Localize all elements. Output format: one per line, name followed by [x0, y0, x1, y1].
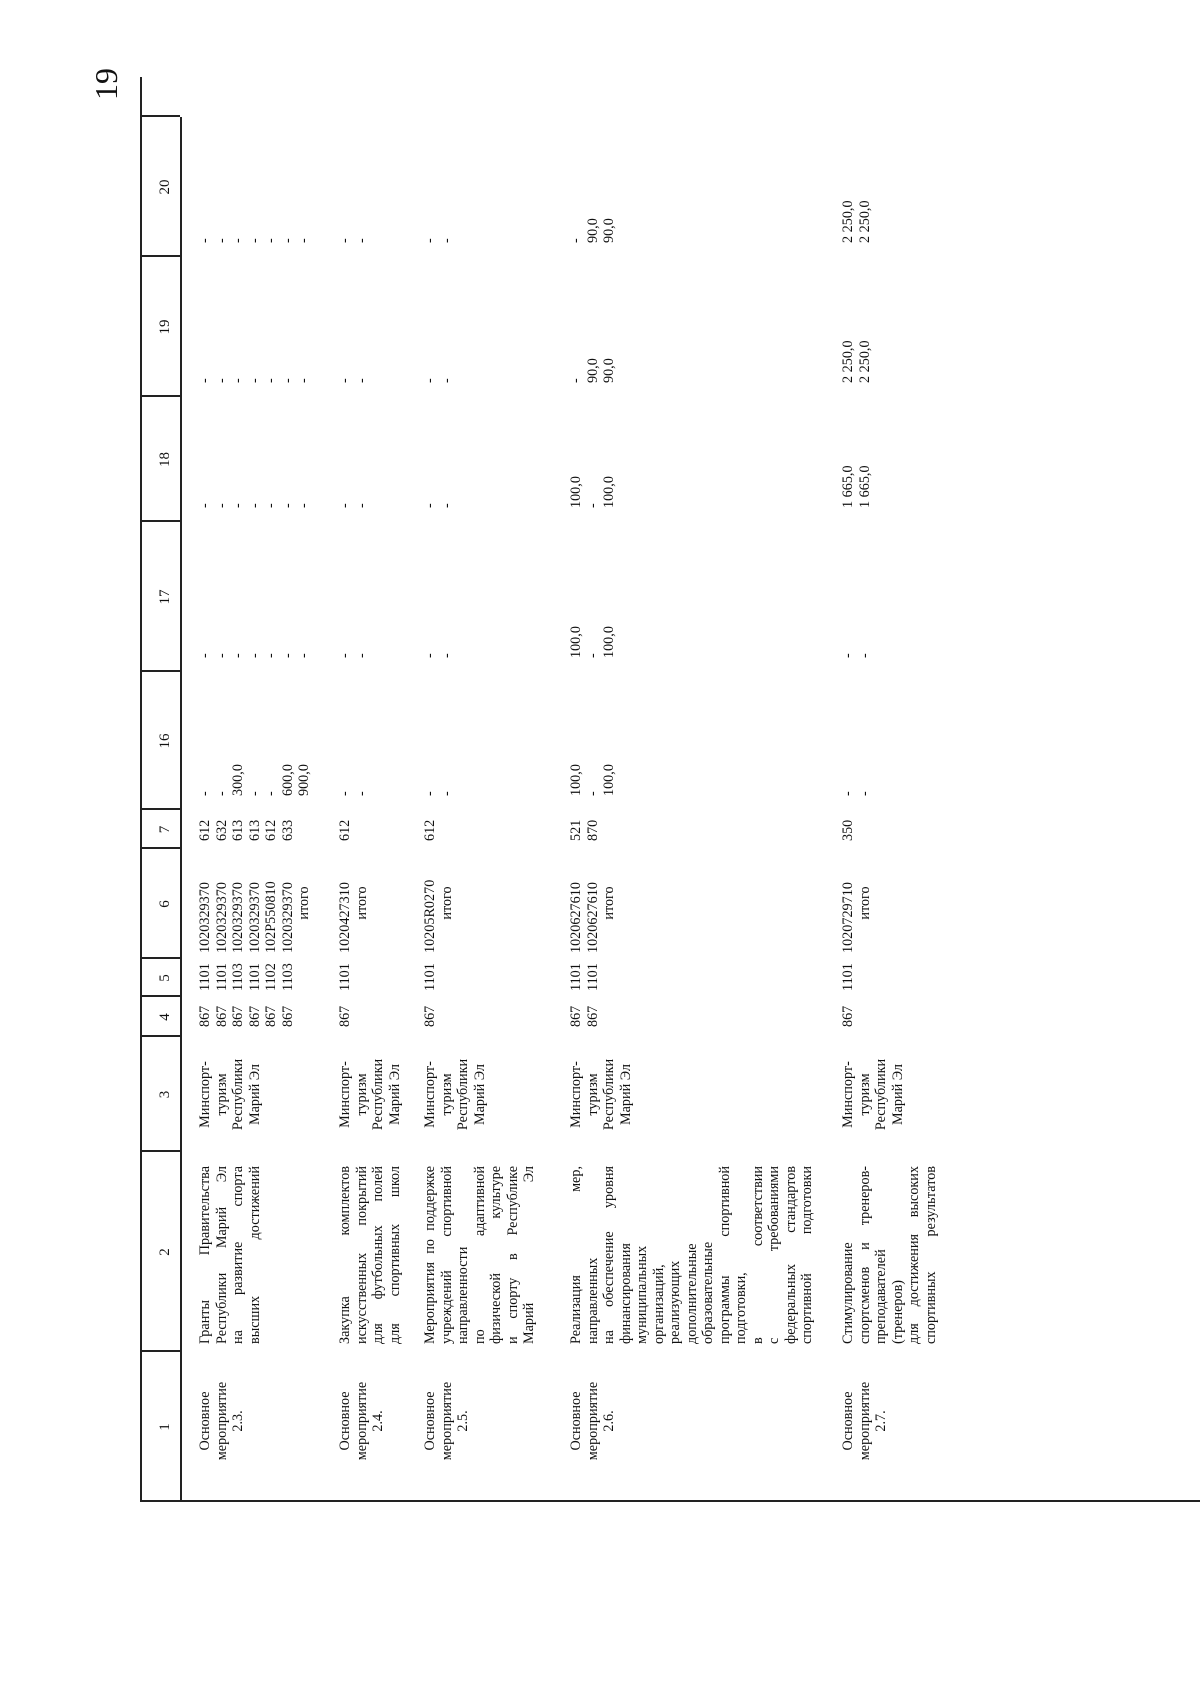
table-top-border	[140, 77, 142, 1502]
cell-row2-col-5	[337, 963, 354, 991]
description-line: (тренеров)	[889, 1280, 906, 1344]
cell-row1-col-3	[197, 1047, 263, 1142]
cell-value: Республики	[873, 1058, 889, 1131]
cell-row3-col-19	[422, 378, 455, 383]
cell-value: 870	[584, 819, 601, 841]
cell-row3-col-2	[422, 1166, 538, 1344]
cell-row1-col-20	[197, 238, 313, 243]
cell-row5-col-2	[840, 1166, 939, 1344]
cell-row2-col-17	[337, 653, 370, 658]
cell-value: мероприятие	[856, 1381, 873, 1461]
description-line: высших достижений	[246, 1166, 263, 1344]
cell-value: 600,0	[279, 764, 296, 796]
cell-row3-col-20	[422, 238, 455, 243]
description-line: Марий Эл	[521, 1166, 537, 1344]
cell-value: 1020627610	[584, 882, 601, 953]
cell-value: -	[279, 653, 296, 658]
description-line: муниципальных	[634, 1245, 650, 1344]
cell-value: 867	[230, 1005, 246, 1027]
cell-value: 867	[246, 1005, 263, 1027]
cell-row5-col-20	[840, 200, 873, 243]
cell-value: 2.7.	[873, 1410, 889, 1432]
cell-value: -	[438, 653, 455, 658]
description-line: для достижения высоких	[906, 1166, 922, 1344]
cell-value: -	[584, 791, 601, 796]
cell-row1-col-2	[197, 1166, 263, 1344]
cell-value: -	[246, 503, 263, 508]
cell-value: 632	[213, 819, 230, 841]
cell-value: мероприятие	[353, 1381, 370, 1461]
column-header-18: 18	[157, 452, 173, 467]
cell-row3-col-4	[422, 1006, 439, 1027]
cell-value: Минспорт-	[422, 1061, 438, 1128]
cell-row3-col-5	[422, 963, 439, 991]
cell-value: 2 250,0	[840, 340, 856, 383]
cell-row4-col-16	[568, 764, 618, 796]
cell-value: -	[568, 378, 584, 383]
cell-value: -	[584, 503, 601, 508]
cell-value: -	[279, 378, 296, 383]
cell-value: итого	[296, 886, 312, 920]
cell-value: -	[438, 238, 455, 243]
description-line: Мероприятия по поддержке	[422, 1166, 438, 1344]
cell-value: 100,0	[568, 764, 584, 796]
cell-value: -	[438, 503, 455, 508]
cell-row1-col-18	[197, 503, 313, 508]
cell-value: -	[197, 238, 213, 243]
cell-value: -	[296, 653, 312, 658]
cell-value: Марий Эл	[246, 1064, 263, 1125]
description-line: спортивных результатов	[922, 1166, 939, 1344]
cell-value: 521	[568, 819, 584, 841]
cell-value: 1020427310	[337, 882, 353, 953]
cell-row4-col-1	[568, 1346, 618, 1496]
cell-row1-col-7	[197, 820, 296, 841]
cell-value: Основное	[422, 1391, 438, 1451]
cell-value: Марий Эл	[617, 1064, 634, 1125]
cell-value: 90,0	[601, 218, 617, 243]
cell-value: 867	[422, 1005, 438, 1027]
description-line: для спортивных школ	[386, 1166, 403, 1344]
cell-value: -	[213, 791, 230, 796]
cell-value: 1101	[246, 963, 263, 991]
cell-row2-col-16	[337, 791, 370, 796]
cell-value: 100,0	[601, 626, 617, 658]
cell-row5-col-19	[840, 340, 873, 383]
cell-value: -	[353, 791, 370, 796]
cell-row1-col-17	[197, 653, 313, 658]
cell-value: 1 665,0	[856, 465, 873, 508]
cell-row2-col-20	[337, 238, 370, 243]
cell-value: 300,0	[230, 764, 246, 796]
cell-value: 1101	[337, 963, 353, 991]
cell-value: 1 665,0	[840, 465, 856, 508]
cell-value: -	[279, 503, 296, 508]
cell-value: 1101	[840, 963, 856, 991]
cell-value: туризм	[584, 1073, 601, 1116]
column-header-2: 2	[157, 1248, 173, 1256]
cell-row5-col-18	[840, 465, 873, 508]
cell-value: 1101	[568, 963, 584, 991]
cell-row4-col-2	[568, 1166, 816, 1344]
cell-row4-col-19	[568, 358, 618, 383]
cell-value: 867	[568, 1005, 584, 1027]
cell-value: Минспорт-	[568, 1061, 584, 1128]
column-header-17: 17	[157, 589, 173, 605]
cell-row2-col-3	[337, 1047, 403, 1142]
description-line: реализующих	[667, 1260, 683, 1344]
column-header-3: 3	[157, 1090, 173, 1099]
cell-value: мероприятие	[584, 1381, 601, 1461]
column-header-5: 5	[157, 974, 173, 982]
cell-value: 633	[279, 819, 296, 841]
description-line: Закупка комплектов	[337, 1166, 353, 1344]
cell-value: туризм	[438, 1073, 455, 1116]
cell-row4-col-3	[568, 1047, 634, 1142]
cell-value: Минспорт-	[840, 1061, 856, 1128]
cell-value: -	[197, 378, 213, 383]
cell-value: 1101	[197, 963, 213, 991]
cell-value: Марий Эл	[386, 1064, 403, 1125]
column-header-16: 16	[157, 733, 173, 749]
cell-row5-col-7	[840, 820, 857, 841]
description-line: по адаптивной	[471, 1166, 488, 1344]
cell-value: 867	[197, 1005, 213, 1027]
cell-value: -	[197, 653, 213, 658]
cell-row4-col-7	[568, 820, 601, 841]
description-line: физической культуре	[488, 1166, 504, 1344]
cell-value: -	[856, 791, 873, 796]
description-line: подготовки,	[733, 1272, 749, 1344]
cell-row3-col-17	[422, 653, 455, 658]
description-line: для футбольных полей	[370, 1166, 386, 1344]
column-header-6: 6	[157, 900, 173, 908]
cell-value: -	[353, 378, 370, 383]
cell-value: -	[230, 503, 246, 508]
cell-row4-col-20	[568, 218, 618, 243]
cell-row1-col-5	[197, 963, 296, 991]
cell-value: 2.6.	[601, 1410, 617, 1432]
cell-row5-col-1	[840, 1346, 890, 1496]
cell-row4-col-18	[568, 476, 618, 508]
cell-value: Марий Эл	[889, 1064, 906, 1125]
cell-value: 1020329370	[279, 882, 296, 953]
column-header-19: 19	[157, 319, 173, 335]
description-line: на обеспечение уровня	[601, 1166, 617, 1344]
cell-value: -	[438, 378, 455, 383]
description-line: организаций,	[650, 1264, 667, 1344]
header-bottom-border	[180, 117, 182, 1502]
cell-value: -	[279, 238, 296, 243]
cell-row4-col-5	[568, 963, 601, 991]
cell-value: Основное	[568, 1391, 584, 1451]
cell-value: 1020329370	[213, 882, 230, 953]
description-line: учреждений спортивной	[438, 1166, 455, 1344]
cell-value: -	[422, 791, 438, 796]
cell-value: Республики	[230, 1058, 246, 1131]
cell-value: -	[213, 238, 230, 243]
cell-row4-col-17	[568, 626, 618, 658]
cell-value: 867	[584, 1005, 601, 1027]
cell-value: итого	[856, 886, 873, 920]
cell-value: -	[230, 653, 246, 658]
cell-value: 612	[197, 819, 213, 841]
column-header-20: 20	[157, 179, 173, 195]
cell-value: 100,0	[601, 764, 617, 796]
cell-row2-col-6	[337, 853, 370, 953]
cell-value: Республики	[601, 1058, 617, 1131]
cell-value: 2 250,0	[856, 340, 873, 383]
cell-value: -	[337, 653, 353, 658]
cell-value: -	[840, 653, 856, 658]
cell-value: 2.5.	[455, 1410, 471, 1432]
cell-value: -	[353, 653, 370, 658]
description-line: Республики Марий Эл	[213, 1166, 230, 1344]
cell-row5-col-5	[840, 963, 857, 991]
cell-value: 350	[840, 819, 856, 841]
cell-value: -	[422, 503, 438, 508]
cell-value: 1020329370	[230, 882, 246, 953]
cell-value: туризм	[213, 1073, 230, 1116]
cell-value: 90,0	[601, 358, 617, 383]
cell-value: -	[246, 653, 263, 658]
cell-row4-col-6	[568, 853, 618, 953]
description-line: спортивной подготовки	[799, 1166, 815, 1344]
cell-value: -	[296, 378, 312, 383]
cell-value: 1101	[422, 963, 438, 991]
cell-value: Марий Эл	[471, 1064, 488, 1125]
cell-value: Республики	[455, 1058, 471, 1131]
cell-value: -	[246, 238, 263, 243]
cell-row3-col-1	[422, 1346, 472, 1496]
cell-value: -	[263, 378, 279, 383]
cell-value: 2 250,0	[840, 200, 856, 243]
cell-value: 100,0	[601, 476, 617, 508]
cell-value: -	[353, 238, 370, 243]
cell-value: -	[263, 238, 279, 243]
cell-value: -	[213, 378, 230, 383]
cell-value: -	[230, 378, 246, 383]
description-line: образовательные	[700, 1241, 716, 1344]
description-line: в соответствии	[749, 1166, 766, 1344]
cell-value: 613	[230, 819, 246, 841]
cell-row2-col-1	[337, 1346, 387, 1496]
cell-row1-col-16	[197, 764, 313, 796]
cell-value: Основное	[197, 1391, 213, 1451]
cell-value: -	[337, 238, 353, 243]
cell-value: 900,0	[296, 764, 312, 796]
cell-row5-col-4	[840, 1006, 857, 1027]
cell-value: -	[337, 503, 353, 508]
cell-row2-col-7	[337, 820, 354, 841]
cell-value: -	[246, 791, 263, 796]
cell-value: 1101	[213, 963, 230, 991]
cell-row5-col-6	[840, 853, 873, 953]
description-line: Гранты Правительства	[197, 1166, 213, 1344]
cell-row1-col-19	[197, 378, 313, 383]
cell-value: -	[246, 378, 263, 383]
cell-row2-col-2	[337, 1166, 403, 1344]
cell-row3-col-7	[422, 820, 439, 841]
cell-value: -	[584, 653, 601, 658]
cell-row3-col-3	[422, 1047, 488, 1142]
cell-row5-col-16	[840, 791, 873, 796]
cell-value: 612	[422, 819, 438, 841]
cell-value: туризм	[353, 1073, 370, 1116]
description-line: направленных	[584, 1257, 601, 1344]
cell-value: 1020627610	[568, 882, 584, 953]
cell-value: -	[438, 791, 455, 796]
description-line: спортсменов и тренеров-	[856, 1166, 873, 1344]
column-header-1: 1	[157, 1423, 173, 1431]
cell-value: -	[353, 503, 370, 508]
cell-value: 1020329370	[246, 882, 263, 953]
page-number: 19	[88, 68, 124, 100]
cell-value: Основное	[337, 1391, 353, 1451]
description-line: финансирования	[617, 1243, 634, 1344]
cell-value: 102P550810	[263, 881, 279, 953]
description-line: федеральных стандартов	[782, 1166, 799, 1344]
cell-value: 1103	[230, 963, 246, 991]
cell-value: 612	[337, 819, 353, 841]
cell-value: -	[337, 791, 353, 796]
cell-value: 867	[213, 1005, 230, 1027]
cell-value: 90,0	[584, 218, 601, 243]
cell-value: итого	[353, 886, 370, 920]
description-line: преподавателей	[873, 1249, 889, 1344]
cell-value: 1101	[584, 963, 601, 991]
cell-row5-col-3	[840, 1047, 906, 1142]
cell-value: 867	[263, 1005, 279, 1027]
cell-value: -	[422, 653, 438, 658]
cell-value: 613	[246, 819, 263, 841]
cell-row3-col-16	[422, 791, 455, 796]
description-line: программы спортивной	[716, 1166, 733, 1344]
cell-value: 2 250,0	[856, 200, 873, 243]
cell-value: Минспорт-	[197, 1061, 213, 1128]
cell-row2-col-18	[337, 503, 370, 508]
cell-value: 2.4.	[370, 1410, 386, 1432]
description-line: с требованиями	[766, 1166, 782, 1344]
cell-value: -	[263, 791, 279, 796]
cell-value: итого	[601, 886, 617, 920]
cell-value: -	[263, 653, 279, 658]
cell-value: 1103	[279, 963, 296, 991]
description-line: Стимулирование	[840, 1242, 856, 1344]
cell-row4-col-4	[568, 1006, 601, 1027]
cell-value: мероприятие	[438, 1381, 455, 1461]
cell-row1-col-4	[197, 1006, 296, 1027]
cell-row2-col-19	[337, 378, 370, 383]
cell-row3-col-18	[422, 503, 455, 508]
description-line: и спорту в Республике	[504, 1166, 521, 1344]
cell-value: -	[296, 238, 312, 243]
description-line: направленности	[455, 1246, 471, 1344]
cell-value: -	[296, 503, 312, 508]
cell-value: 100,0	[568, 476, 584, 508]
cell-value: -	[337, 378, 353, 383]
cell-value: мероприятие	[213, 1381, 230, 1461]
cell-value: 90,0	[584, 358, 601, 383]
cell-value: 10205R0270	[422, 879, 438, 953]
cell-value: -	[856, 653, 873, 658]
cell-value: -	[422, 378, 438, 383]
cell-value: -	[568, 238, 584, 243]
cell-value: 2.3.	[230, 1410, 246, 1432]
cell-value: 100,0	[568, 626, 584, 658]
cell-value: -	[213, 503, 230, 508]
cell-value: -	[197, 791, 213, 796]
cell-value: 1102	[263, 963, 279, 991]
description-line: дополнительные	[683, 1243, 700, 1344]
cell-value: Основное	[840, 1391, 856, 1451]
cell-row3-col-6	[422, 853, 455, 953]
column-header-7: 7	[157, 825, 173, 834]
column-header-4: 4	[157, 1013, 173, 1021]
cell-value: -	[197, 503, 213, 508]
cell-row5-col-17	[840, 653, 873, 658]
description-line: на развитие спорта	[230, 1166, 246, 1344]
table-left-border	[140, 1501, 1200, 1503]
cell-value: 867	[279, 1005, 296, 1027]
cell-value: 612	[263, 819, 279, 841]
cell-value: -	[230, 238, 246, 243]
cell-row2-col-4	[337, 1006, 354, 1027]
cell-value: 867	[840, 1005, 856, 1027]
description-line: Реализация мер,	[568, 1166, 584, 1344]
cell-value: 1020729710	[840, 882, 856, 953]
description-line: искусственных покрытий	[353, 1166, 370, 1344]
cell-value: -	[840, 791, 856, 796]
cell-row1-col-6	[197, 853, 313, 953]
cell-value: Минспорт-	[337, 1061, 353, 1128]
cell-value: -	[263, 503, 279, 508]
cell-value: итого	[438, 886, 455, 920]
cell-row1-col-1	[197, 1346, 247, 1496]
cell-value: -	[422, 238, 438, 243]
cell-value: Республики	[370, 1058, 386, 1131]
cell-value: -	[213, 653, 230, 658]
cell-value: 867	[337, 1005, 353, 1027]
cell-value: туризм	[856, 1073, 873, 1116]
cell-value: 1020329370	[197, 882, 213, 953]
